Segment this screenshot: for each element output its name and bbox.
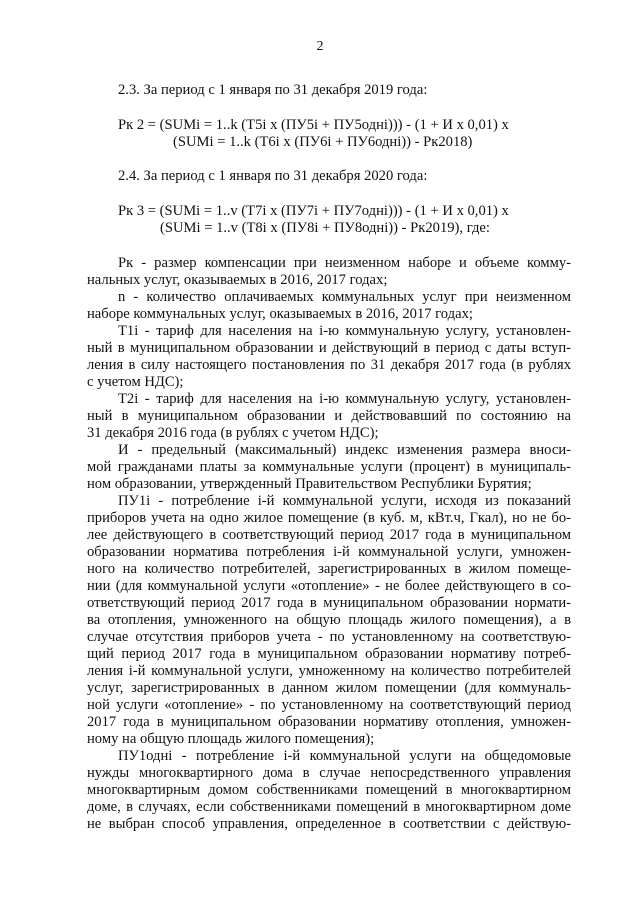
definition-pu1i-cont: лее действующего в соответствующий период 2017 года в муниципальном: [87, 527, 571, 543]
formula-rk3-line-1: Рк 3 = (SUMi = 1..v (T7i x (ПУ7i + ПУ7одні))) - (1 + И x 0,01) x: [118, 203, 509, 219]
definition-rk: Рк - размер компенсации при неизменном наборе и объеме комму-: [118, 255, 571, 271]
formula-rk2-line-1: Рк 2 = (SUMi = 1..k (T5i x (ПУ5i + ПУ5одні))) - (1 + И x 0,01) x: [118, 117, 509, 133]
definition-n-cont: наборе коммунальных услуг, оказываемых в 2016, 2017 годах;: [87, 306, 473, 322]
definition-pu1i-cont: ответствующий период 2017 года в муниципальном образовании нормати-: [87, 595, 571, 611]
definition-pu1i-cont: нии (для коммунальной услуги «отопление» - не более действующего в со-: [87, 578, 571, 594]
definition-pu1i-cont: услуг, зарегистрированных в данном жилом помещении (для коммуналь-: [87, 680, 571, 696]
definition-t1i-cont: ления в силу настоящего постановления по 31 декабря 2017 года (в рублях: [87, 357, 571, 373]
definition-pu1odni-cont: многоквартирным домом собственниками помещений в многоквартирном: [87, 782, 571, 798]
definition-pu1odni-cont: не выбран способ управления, определенное в соответствии с действую-: [87, 816, 571, 832]
definition-pu1i-cont: ва отопления, умноженного на общую площадь жилого помещения), а в: [87, 612, 571, 628]
definition-t1i-cont: ный в муниципальном образовании и действующий в период с даты вступ-: [87, 340, 571, 356]
definition-pu1i-cont: щий период 2017 года в муниципальном образовании нормативу потреб-: [87, 646, 571, 662]
definition-pu1odni: ПУ1одні - потребление i-й коммунальной услуги на общедомовые: [118, 748, 571, 764]
definition-t2i: T2i - тариф для населения на i-ю коммунальную услугу, установлен-: [118, 391, 571, 407]
definition-t1i-cont: с учетом НДС);: [87, 374, 184, 390]
definition-i-index: И - предельный (максимальный) индекс изменения размера вноси-: [118, 442, 571, 458]
definition-pu1i-cont: ного на количество потребителей, зарегистрированных в жилом помеще-: [87, 561, 571, 577]
definition-pu1odni-cont: нужды многоквартирного дома в случае непосредственного управления: [87, 765, 571, 781]
definition-t2i-cont: ный в муниципальном образовании и действовавший по состоянию на: [87, 408, 571, 424]
definition-i-index-cont: мой гражданами платы за коммунальные услуги (процент) в муниципаль-: [87, 459, 571, 475]
definition-pu1odni-cont: доме, в случаях, если собственниками помещений в многоквартирном доме: [87, 799, 571, 815]
definition-pu1i: ПУ1i - потребление i-й коммунальной услуги, исходя из показаний: [118, 493, 571, 509]
definition-t1i: T1i - тариф для населения на i-ю коммунальную услугу, установлен-: [118, 323, 571, 339]
definition-n: n - количество оплачиваемых коммунальных услуг при неизменном: [118, 289, 571, 305]
formula-rk2-line-2: (SUMi = 1..k (T6i x (ПУ6i + ПУ6одні)) - Рк2018): [173, 134, 473, 150]
definition-pu1i-cont: ному на общую площадь жилого помещения);: [87, 731, 375, 747]
definition-pu1i-cont: образовании норматива потребления i-й коммунальной услуги, умножен-: [87, 544, 571, 560]
formula-rk3-line-2: (SUMi = 1..v (T8i x (ПУ8i + ПУ8одні)) - Рк2019), где:: [160, 220, 490, 236]
definition-rk-cont: нальных услуг, оказываемых в 2016, 2017 годах;: [87, 272, 388, 288]
definition-pu1i-cont: ной услуги «отопление» - по установленному на соответствующий период: [87, 697, 571, 713]
definition-pu1i-cont: приборов учета на одно жилое помещение (в куб. м, кВт.ч, Гкал), но не бо-: [87, 510, 571, 526]
page-number: 2: [316, 39, 324, 54]
section-heading-2-3: 2.3. За период с 1 января по 31 декабря 2019 года:: [118, 82, 428, 98]
definition-pu1i-cont: ления i-й коммунальной услуги, умноженному на количество потребителей: [87, 663, 571, 679]
definition-t2i-cont: 31 декабря 2016 года (в рублях с учетом НДС);: [87, 425, 379, 441]
definition-i-index-cont: ном образовании, утвержденный Правительством Республики Бурятия;: [87, 476, 532, 492]
definition-pu1i-cont: случае отсутствия приборов учета - по установленному на соответствую-: [87, 629, 571, 645]
section-heading-2-4: 2.4. За период с 1 января по 31 декабря 2020 года:: [118, 168, 428, 184]
definition-pu1i-cont: 2017 года в муниципальном образовании нормативу отопления, умножен-: [87, 714, 571, 730]
